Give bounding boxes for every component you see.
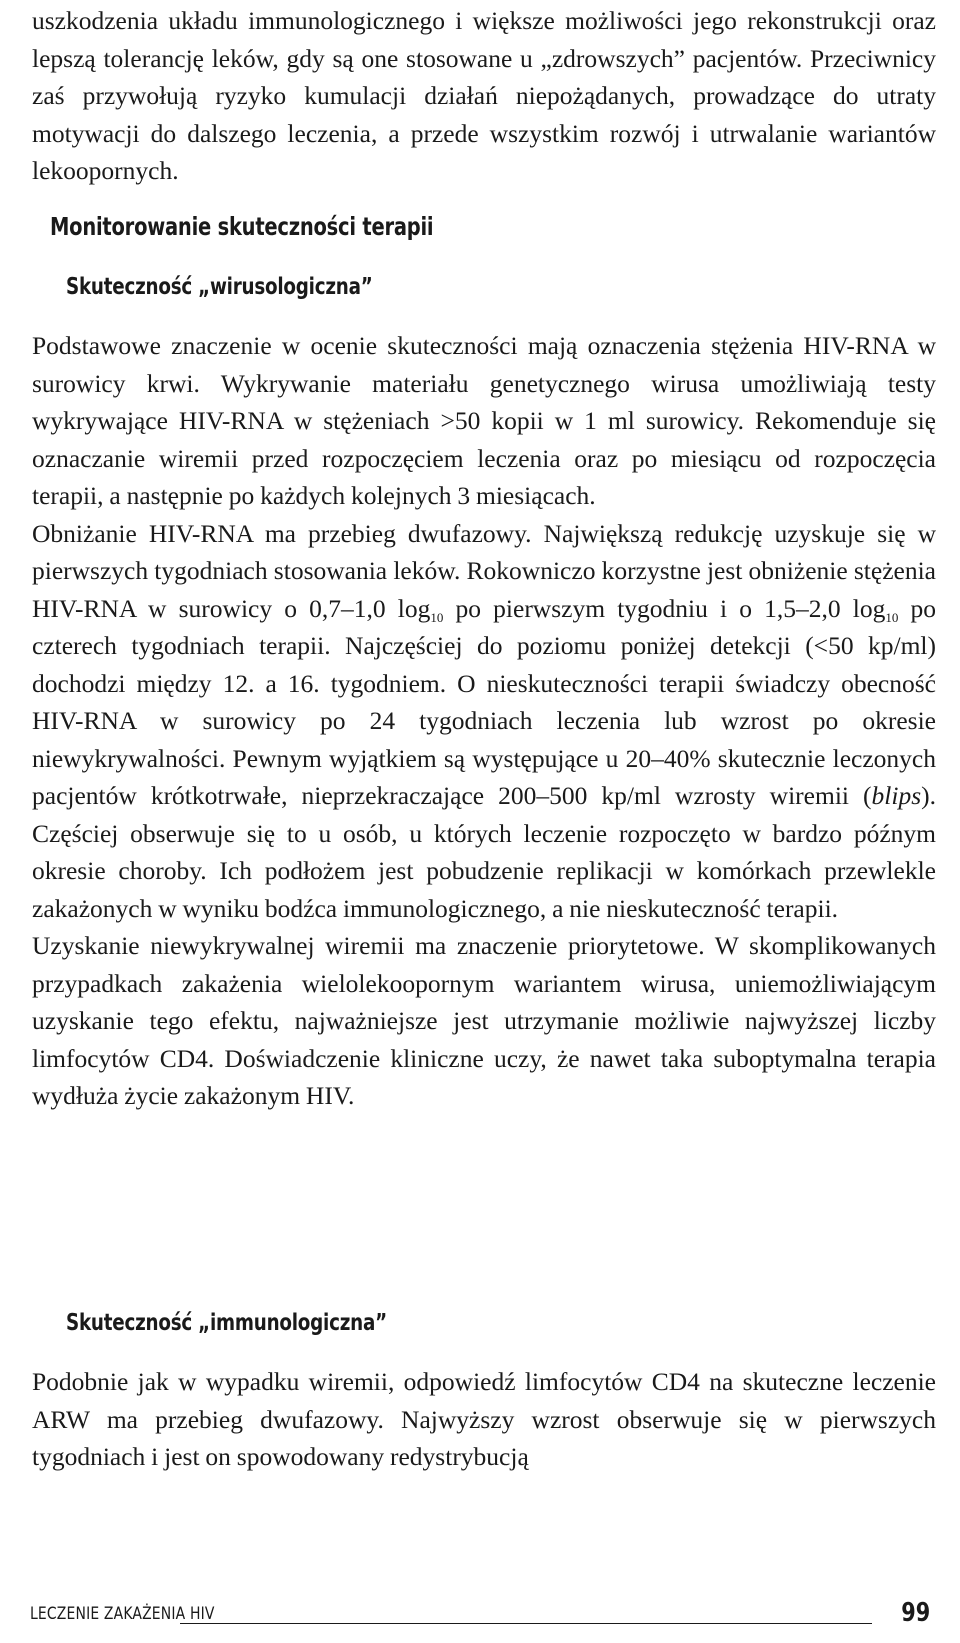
log-subscript-2: 10 [885,609,899,625]
section-heading: Monitorowanie skuteczności terapii [50,212,434,241]
paragraph-2-part-c: po czterech tygodniach terapii. Najczęściej do poziomu poniżej detekcji (<50 kp/ml) dochodzi między 12. a 16. tygodniem. O nieskuteczności terapii świadczy obecność HIV-RNA w surowicy po 24 tygodniach leczenia lub wzrost po okresie niewykrywalności. Pewnym wyjątkiem są występujące u 20–40% skutecznie leczonych pacjentów krótkotrwałe, nieprzekraczające 200–500 kp/ml wzrosty wiremii ( [32,593,937,810]
log-subscript-1: 10 [430,609,444,625]
paragraph-2-part-b: po pierwszym tygodniu i o 1,5–2,0 log [443,593,886,623]
paragraph-2-part-d: ). Częściej obserwuje się to u osób, u których leczenie rozpoczęto w bardzo późnym okresie choroby. Ich podłożem jest pobudzenie replikacji w komórkach przewlekle zakażonych w wyniku bodźca immunologicznego, a nie nieskuteczność terapii. [32,781,936,923]
immunological-paragraph-1: Podobnie jak w wypadku wiremii, odpowiedź limfocytów CD4 na skuteczne leczenie ARW ma przebieg dwufazowy. Najwyższy wzrost obserwuje się w pierwszych tygodniach i jest on spowodowany redystrybucją [32,1367,936,1471]
blips-term: blips [871,781,922,810]
running-title: LECZENIE ZAKAŻENIA HIV [30,1604,215,1624]
page-number: 99 [901,1598,930,1628]
immunological-text-block [32,1363,936,1476]
virological-paragraph-1: Podstawowe znaczenie w ocenie skuteczności mają oznaczenia stężenia HIV-RNA w surowicy krwi. Wykrywanie materiału genetycznego wirusa umożliwiają testy wykrywające HIV-RNA w stężeniach >50 kopii w 1 ml surowicy. Rekomenduje się oznaczanie wiremii przed rozpoczęciem leczenia oraz po miesiącu od rozpoczęcia terapii, a następnie po każdych kolejnych 3 miesiącach. [32,331,936,510]
virological-text-block [32,327,936,1115]
subsection-heading-virological: Skuteczność „wirusologiczna” [66,272,373,300]
footer-divider [180,1623,872,1624]
paragraph-2-part-a: Obniżanie HIV-RNA ma przebieg dwufazowy. Największą redukcję uzyskuje się w pierwszych tygodniach stosowania leków. Rokowniczo korzystne jest obniżenie stężenia HIV-RNA w surowicy o 0,7–1,0 log [32,518,936,623]
virological-paragraph-3: Uzyskanie niewykrywalnej wiremii ma znaczenie priorytetowe. W skomplikowanych przypadkach zakażenia wielolekoopornym wariantem wirusa, uniemożliwiającym uzyskanie tego efektu, najważniejsze jest utrzymanie możliwie najwyższej liczby limfocytów CD4. Doświadczenie kliniczne uczy, że nawet taka suboptymalna terapia wydłuża życie zakażonym HIV. [32,931,936,1110]
subsection-heading-immunological: Skuteczność „immunologiczna” [66,1308,387,1336]
intro-paragraph: uszkodzenia układu immunologicznego i większe możliwości jego rekonstrukcji oraz lepszą tolerancję leków, gdy są one stosowane u „zdrowszych” pacjentów. Przeciwnicy zaś przywołują ryzyko kumulacji działań niepożądanych, prowadzące do utraty motywacji do dalszego leczenia, a przede wszystkim rozwój i utrwalanie wariantów lekoopornych. [32,6,936,185]
virological-paragraph-2 [32,515,936,928]
intro-text-block [32,2,936,190]
